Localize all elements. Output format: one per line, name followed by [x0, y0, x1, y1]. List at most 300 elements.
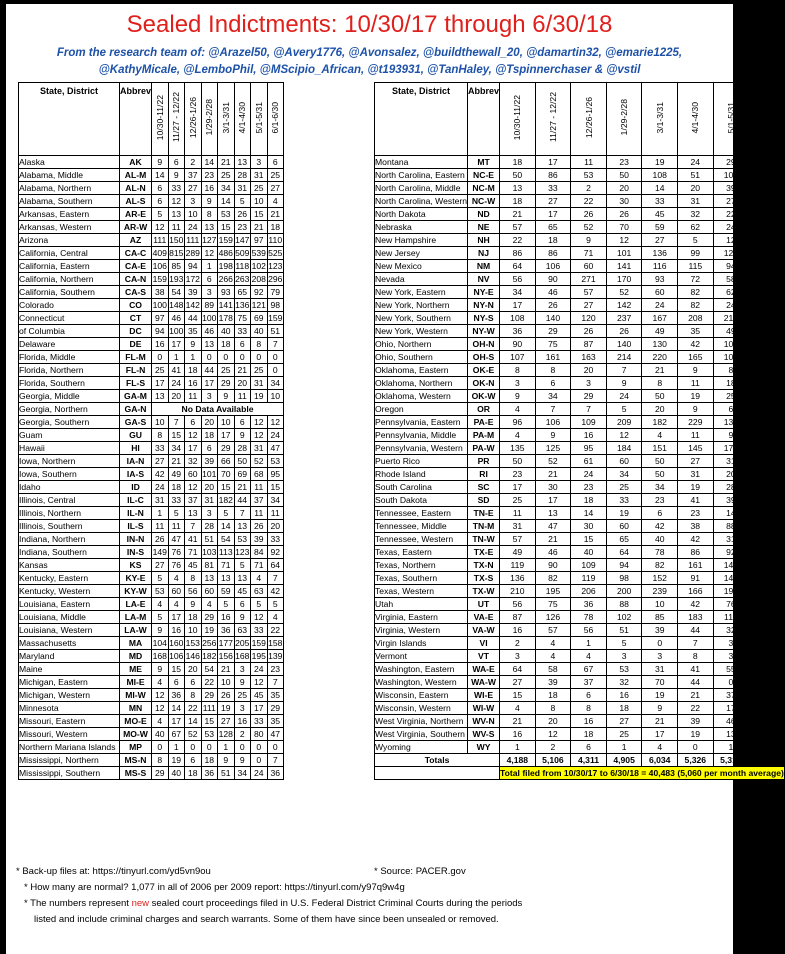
district-abbrev: PA-W: [468, 442, 500, 455]
count-cell: 26: [606, 325, 642, 338]
table-row: [375, 221, 785, 234]
count-cell: 36: [500, 325, 536, 338]
count-cell: 31: [713, 533, 749, 546]
count-cell: 21: [642, 715, 678, 728]
district-name: New York, Eastern: [375, 286, 468, 299]
count-cell: 237: [606, 312, 642, 325]
district-abbrev: FL-N: [120, 364, 152, 377]
count-cell: 17: [168, 611, 185, 624]
count-cell: 24: [749, 715, 785, 728]
count-cell: 64: [749, 520, 785, 533]
count-cell: 24: [251, 663, 268, 676]
table-row: [19, 429, 284, 442]
count-cell: 9: [234, 429, 251, 442]
district-name: Ohio, Southern: [375, 351, 468, 364]
count-cell: 18: [168, 481, 185, 494]
count-cell: 23: [201, 169, 218, 182]
table-row: [375, 533, 785, 546]
count-cell: 71: [185, 546, 202, 559]
district-abbrev: VA-W: [468, 624, 500, 637]
table-row: [19, 494, 284, 507]
count-cell: 13: [201, 338, 218, 351]
count-cell: 31: [678, 468, 714, 481]
count-cell: 123: [235, 547, 250, 557]
count-cell: 104: [152, 638, 167, 648]
district-abbrev: NY-W: [468, 325, 500, 338]
count-cell: 209: [606, 416, 642, 429]
count-cell: 20: [201, 416, 218, 429]
count-cell: 486: [218, 248, 233, 258]
count-cell: 52: [185, 728, 202, 741]
table-row: [375, 299, 785, 312]
count-cell: 33: [251, 624, 268, 637]
table-row: [19, 260, 284, 273]
count-cell: 53: [749, 676, 785, 689]
district-abbrev: ND: [468, 208, 500, 221]
district-name: California, Central: [19, 247, 120, 260]
table-row: [19, 234, 284, 247]
count-cell: 67: [168, 728, 185, 741]
count-cell: 168: [235, 651, 250, 661]
count-cell: 17: [749, 156, 785, 169]
table-row: [19, 507, 284, 520]
count-cell: 53: [267, 455, 284, 468]
header-period-label: 1/29-2/28: [204, 99, 215, 136]
count-cell: 20: [678, 182, 714, 195]
count-cell: 57: [500, 533, 536, 546]
district-name: West Virginia, Northern: [375, 715, 468, 728]
count-cell: 106: [152, 261, 167, 271]
count-cell: 59: [749, 169, 785, 182]
header-period: [535, 83, 571, 156]
district-abbrev: GA-M: [120, 390, 152, 403]
count-cell: 6: [267, 156, 284, 169]
count-cell: 40: [152, 728, 169, 741]
count-cell: 38: [678, 520, 714, 533]
count-cell: 0: [234, 741, 251, 754]
district-abbrev: LA-E: [120, 598, 152, 611]
count-cell: 9: [535, 429, 571, 442]
count-cell: 165: [749, 442, 785, 455]
count-cell: 0: [185, 741, 202, 754]
count-cell: 18: [713, 377, 749, 390]
count-cell: 42: [678, 338, 714, 351]
count-cell: 8: [535, 702, 571, 715]
count-cell: 94: [713, 260, 749, 273]
district-abbrev: IA-S: [120, 468, 152, 481]
count-cell: 12: [713, 234, 749, 247]
count-cell: 26: [234, 208, 251, 221]
count-cell: 47: [168, 533, 185, 546]
district-abbrev: RI: [468, 468, 500, 481]
district-name: Iowa, Southern: [19, 468, 120, 481]
count-cell: 25: [606, 728, 642, 741]
count-cell: 15: [267, 481, 284, 494]
count-cell: 46: [201, 325, 218, 338]
district-name: West Virginia, Southern: [375, 728, 468, 741]
count-cell: 53: [201, 728, 218, 741]
count-cell: 17: [500, 299, 536, 312]
count-cell: 21: [267, 208, 284, 221]
header-state-district: State, District: [19, 83, 120, 156]
count-cell: 9: [500, 390, 536, 403]
count-cell: 19: [678, 390, 714, 403]
count-cell: 32: [185, 455, 202, 468]
count-cell: 85: [642, 611, 678, 624]
district-name: Texas, Northern: [375, 559, 468, 572]
district-name: Illinois, Central: [19, 494, 120, 507]
table-row: [375, 312, 785, 325]
table-row: [375, 637, 785, 650]
count-cell: 21: [251, 221, 268, 234]
count-cell: 31: [642, 663, 678, 676]
total-filed-spacer: [375, 767, 500, 780]
count-cell: 157: [749, 312, 785, 325]
count-cell: 2: [500, 637, 536, 650]
count-cell: 146: [185, 651, 200, 661]
count-cell: 106: [535, 416, 571, 429]
count-cell: 16: [152, 338, 169, 351]
count-cell: 12: [251, 416, 268, 429]
count-cell: 123: [268, 261, 283, 271]
district-name: Oregon: [375, 403, 468, 416]
count-cell: 78: [571, 611, 607, 624]
count-cell: 25: [251, 364, 268, 377]
count-cell: 23: [234, 221, 251, 234]
count-cell: 27: [713, 195, 749, 208]
count-cell: 24: [713, 299, 749, 312]
table-row: [19, 182, 284, 195]
count-cell: 525: [268, 248, 283, 258]
count-cell: 86: [535, 247, 571, 260]
district-name: Oklahoma, Western: [375, 390, 468, 403]
count-cell: 90: [500, 338, 536, 351]
count-cell: 24: [749, 494, 785, 507]
count-cell: 1: [500, 741, 536, 754]
count-cell: 56: [571, 624, 607, 637]
count-cell: 13: [535, 507, 571, 520]
district-abbrev: AR-W: [120, 221, 152, 234]
count-cell: 1: [185, 351, 202, 364]
header-period-label: 10/30-11/22: [154, 94, 165, 141]
count-cell: 0: [201, 351, 218, 364]
count-cell: 81: [201, 559, 218, 572]
count-cell: 62: [678, 221, 714, 234]
district-abbrev: ME: [120, 663, 152, 676]
sheet: [6, 4, 784, 954]
count-cell: 136: [500, 572, 536, 585]
count-cell: 21: [535, 533, 571, 546]
district-name: Florida, Southern: [19, 377, 120, 390]
count-cell: 42: [642, 520, 678, 533]
district-name: New Hampshire: [375, 234, 468, 247]
table-row: [375, 416, 785, 429]
count-cell: 53: [571, 169, 607, 182]
count-cell: 101: [202, 469, 217, 479]
district-abbrev: OK-N: [468, 377, 500, 390]
table-row: [375, 169, 785, 182]
count-cell: 126: [749, 559, 785, 572]
count-cell: 4: [535, 637, 571, 650]
count-cell: 49: [642, 325, 678, 338]
count-cell: 19: [201, 624, 218, 637]
header-period: [251, 83, 268, 156]
count-cell: 97: [251, 234, 268, 247]
count-cell: 27: [606, 715, 642, 728]
count-cell: 5: [749, 377, 785, 390]
table-row: [375, 364, 785, 377]
district-abbrev: OH-S: [468, 351, 500, 364]
count-cell: 22: [500, 234, 536, 247]
district-abbrev: NY-S: [468, 312, 500, 325]
district-name: Kentucky, Western: [19, 585, 120, 598]
count-cell: 1: [571, 637, 607, 650]
count-cell: 101: [606, 247, 642, 260]
count-cell: 12: [267, 416, 284, 429]
count-cell: 17: [201, 377, 218, 390]
count-cell: 6: [168, 676, 185, 689]
table-row: [19, 195, 284, 208]
table-row: [19, 273, 284, 286]
table-row: [375, 429, 785, 442]
table-row: [19, 702, 284, 715]
footnote-represent-start: * The numbers represent: [24, 898, 132, 909]
table-row: [19, 689, 284, 702]
count-cell: 34: [218, 182, 235, 195]
count-cell: 13: [234, 572, 251, 585]
table-row: [19, 455, 284, 468]
table-row: [19, 520, 284, 533]
count-cell: 3: [185, 195, 202, 208]
count-cell: 148: [169, 300, 184, 310]
count-cell: 3: [571, 377, 607, 390]
count-cell: 16: [234, 715, 251, 728]
count-cell: 23: [500, 468, 536, 481]
count-cell: 20: [267, 520, 284, 533]
count-cell: 2: [234, 728, 251, 741]
count-cell: 21: [500, 715, 536, 728]
count-cell: 17: [749, 728, 785, 741]
count-cell: 9: [234, 754, 251, 767]
district-name: Virginia, Eastern: [375, 611, 468, 624]
count-cell: 88: [606, 598, 642, 611]
count-cell: 21: [168, 455, 185, 468]
district-abbrev: MS-N: [120, 754, 152, 767]
footnote-new-word: new: [131, 898, 149, 909]
count-cell: 4: [535, 650, 571, 663]
count-cell: 170: [606, 273, 642, 286]
count-cell: 33: [168, 182, 185, 195]
district-abbrev: OK-W: [468, 390, 500, 403]
count-cell: 9: [234, 611, 251, 624]
count-cell: 76: [713, 598, 749, 611]
district-name: Colorado: [19, 299, 120, 312]
count-cell: 266: [218, 274, 233, 284]
district-abbrev: AR-E: [120, 208, 152, 221]
count-cell: 184: [606, 442, 642, 455]
count-cell: 27: [571, 299, 607, 312]
district-abbrev: VI: [468, 637, 500, 650]
count-cell: 51: [606, 624, 642, 637]
count-cell: 205: [235, 638, 250, 648]
count-cell: 24: [642, 299, 678, 312]
count-cell: 7: [606, 364, 642, 377]
table-row: [19, 442, 284, 455]
count-cell: 89: [201, 299, 218, 312]
table-row: [375, 195, 785, 208]
district-abbrev: IN-S: [120, 546, 152, 559]
table-row: [19, 416, 284, 429]
count-cell: 5: [218, 598, 235, 611]
district-abbrev: VA-E: [468, 611, 500, 624]
count-cell: 5: [218, 507, 235, 520]
district-abbrev: MP: [120, 741, 152, 754]
table-row: [375, 260, 785, 273]
count-cell: 28: [234, 169, 251, 182]
district-name: Mississippi, Northern: [19, 754, 120, 767]
count-cell: 75: [535, 598, 571, 611]
count-cell: 64: [500, 260, 536, 273]
count-cell: 71: [251, 559, 268, 572]
count-cell: 60: [168, 585, 185, 598]
count-cell: 123: [713, 247, 749, 260]
count-cell: 9: [713, 429, 749, 442]
count-cell: 0: [152, 351, 169, 364]
table-row: [375, 156, 785, 169]
count-cell: 13: [185, 507, 202, 520]
header-period-label: 1/29-2/28: [619, 99, 630, 136]
count-cell: 2: [185, 156, 202, 169]
count-cell: 33: [267, 533, 284, 546]
district-abbrev: ID: [120, 481, 152, 494]
table-row: [19, 559, 284, 572]
district-name: Idaho: [19, 481, 120, 494]
count-cell: 44: [678, 676, 714, 689]
count-cell: 25: [218, 364, 235, 377]
count-cell: 57: [500, 221, 536, 234]
table-row: [375, 585, 785, 598]
count-cell: 815: [169, 248, 184, 258]
count-cell: 54: [218, 533, 235, 546]
count-cell: 33: [234, 325, 251, 338]
count-cell: 9: [152, 156, 169, 169]
count-cell: 10: [251, 195, 268, 208]
count-cell: 3: [713, 650, 749, 663]
count-cell: 4: [749, 637, 785, 650]
table-row: [375, 715, 785, 728]
count-cell: 2: [749, 741, 785, 754]
count-cell: 24: [678, 156, 714, 169]
count-cell: 33: [642, 195, 678, 208]
count-cell: 41: [678, 494, 714, 507]
count-cell: 19: [251, 390, 268, 403]
district-abbrev: SD: [468, 494, 500, 507]
table-row: [375, 572, 785, 585]
count-cell: 168: [152, 651, 167, 661]
count-cell: 94: [152, 325, 169, 338]
count-cell: 15: [218, 481, 235, 494]
count-cell: 15: [168, 429, 185, 442]
count-cell: 125: [535, 442, 571, 455]
count-cell: 22: [571, 195, 607, 208]
count-cell: 50: [500, 455, 536, 468]
count-cell: 127: [202, 235, 217, 245]
count-cell: 256: [202, 638, 217, 648]
count-cell: 88: [713, 520, 749, 533]
count-cell: 40: [571, 546, 607, 559]
district-name: Delaware: [19, 338, 120, 351]
count-cell: 9: [152, 663, 169, 676]
district-name: North Carolina, Eastern: [375, 169, 468, 182]
table-row: [19, 208, 284, 221]
count-cell: 45: [234, 585, 251, 598]
count-cell: 27: [267, 182, 284, 195]
count-cell: 20: [749, 299, 785, 312]
count-cell: 37: [185, 169, 202, 182]
district-abbrev: GA-S: [120, 416, 152, 429]
count-cell: 117: [749, 247, 785, 260]
count-cell: 14: [571, 507, 607, 520]
count-cell: 12: [606, 429, 642, 442]
count-cell: 128: [218, 729, 233, 739]
count-cell: 159: [268, 313, 283, 323]
count-cell: 82: [535, 572, 571, 585]
no-data-cell: No Data Available: [152, 403, 284, 416]
count-cell: 167: [749, 351, 785, 364]
header-period: [168, 83, 185, 156]
district-abbrev: DC: [120, 325, 152, 338]
count-cell: 12: [251, 611, 268, 624]
count-cell: 53: [152, 585, 169, 598]
table-row: [375, 338, 785, 351]
count-cell: 17: [642, 728, 678, 741]
count-cell: 21: [749, 403, 785, 416]
district-abbrev: NV: [468, 273, 500, 286]
count-cell: 0: [201, 741, 218, 754]
district-name: Missouri, Western: [19, 728, 120, 741]
count-cell: 6: [152, 195, 169, 208]
count-cell: 149: [713, 559, 749, 572]
header-period-label: 11/27 - 12/22: [171, 92, 182, 143]
count-cell: 108: [642, 169, 678, 182]
count-cell: 296: [268, 274, 283, 284]
count-cell: 142: [185, 300, 200, 310]
count-cell: 94: [606, 559, 642, 572]
total-cell: 5,326: [678, 754, 714, 767]
count-cell: 3: [251, 156, 268, 169]
count-cell: 47: [267, 442, 284, 455]
count-cell: 1: [168, 741, 185, 754]
header-period: [606, 83, 642, 156]
district-name: Tennessee, Western: [375, 533, 468, 546]
count-cell: 24: [713, 221, 749, 234]
count-cell: 142: [606, 299, 642, 312]
count-cell: 27: [500, 676, 536, 689]
district-name: Virgin Islands: [375, 637, 468, 650]
district-name: Alabama, Northern: [19, 182, 120, 195]
count-cell: 3: [606, 650, 642, 663]
total-filed-row: [375, 767, 785, 780]
district-name: Texas, Southern: [375, 572, 468, 585]
count-cell: 45: [642, 208, 678, 221]
district-abbrev: PA-M: [468, 429, 500, 442]
count-cell: 36: [168, 689, 185, 702]
table-row: [375, 598, 785, 611]
count-cell: 87: [571, 338, 607, 351]
count-cell: 69: [251, 312, 268, 325]
district-name: Massachusetts: [19, 637, 120, 650]
district-abbrev: NC-M: [468, 182, 500, 195]
